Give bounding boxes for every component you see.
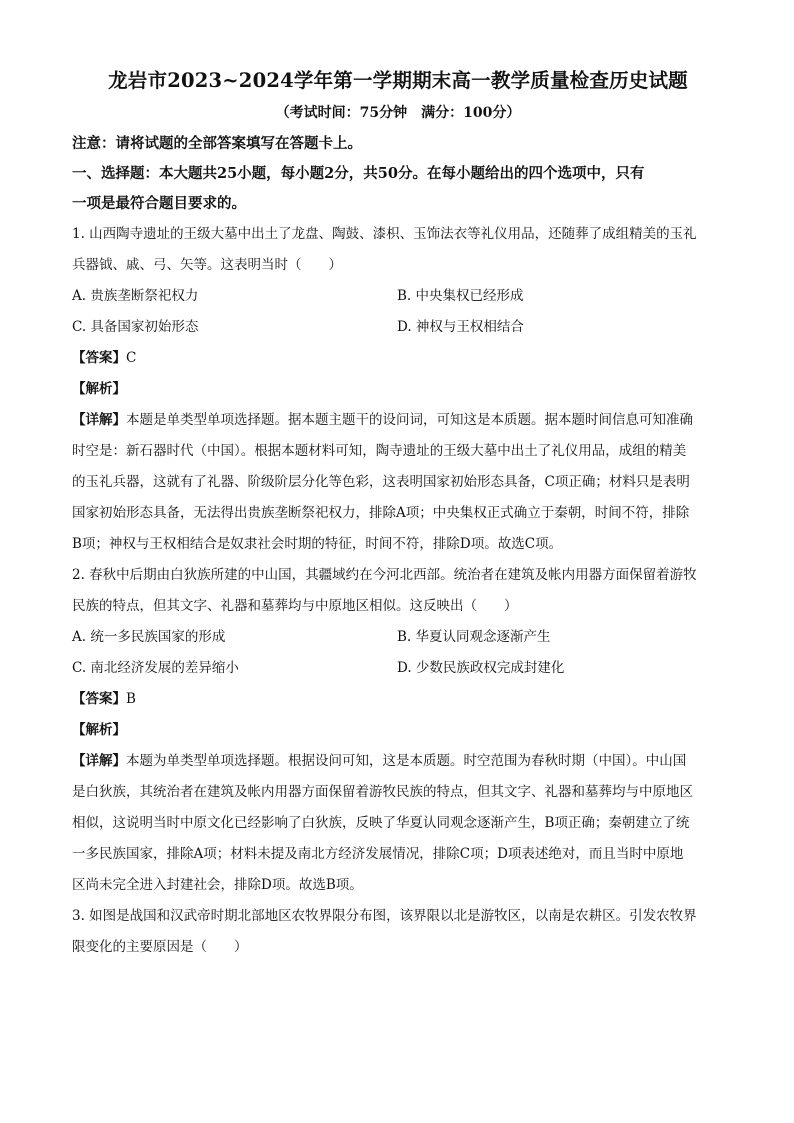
detail-text: 本题是单类型单项选择题。据本题主题干的设问词，可知这是本质题。据本题时间信息可知准确 [126,412,693,428]
detail-line: 一多民族国家，排除A项；材料未提及南北方经济发展情况，排除C项；D项表述绝对，而且当时中原地 [72,846,684,862]
question-stem: 限变化的主要原因是（ ） [72,939,248,955]
detail-tag: 【详解】 [72,412,126,428]
detail-line: 的玉礼兵器，这就有了礼器、阶级阶层分化等色彩，这表明国家初始形态具备，C项正确；材料只是表明 [72,474,690,490]
detail-line [72,746,724,777]
question-stem: 兵器钺、戚、弓、矢等。这表明当时（ ） [72,257,342,273]
option-a: A. 统一多民族国家的形成 [72,629,226,645]
answer-value: B [126,691,136,707]
option-b: B. 华夏认同观念逐渐产生 [397,629,551,645]
option-b: B. 中央集权已经形成 [397,288,524,304]
option-c: C. 具备国家初始形态 [72,319,199,335]
detail-line [72,405,724,436]
options [72,281,724,343]
section-heading-line: 一、选择题：本大题共25小题，每小题2分，共50分。在每小题给出的四个选项中，只有 [72,165,645,182]
option-c: C. 南北经济发展的差异缩小 [72,660,239,676]
detail-line: 区尚未完全进入封建社会，排除D项。故选B项。 [72,877,363,893]
section-heading-line: 一项是最符合题目要求的。 [72,195,246,212]
section-heading [72,159,724,219]
question-1 [72,219,724,560]
exam-subtitle: （考试时间：75分钟 满分：100分） [275,105,521,121]
answer-value: C [126,350,137,366]
question-stem: 2. 春秋中后期由白狄族所建的中山国，其疆域约在今河北西部。统治者在建筑及帐内用器方面保留着游牧 [72,567,697,583]
question-stem: 1. 山西陶寺遗址的王级大墓中出土了龙盘、陶鼓、漆枳、玉饰法衣等礼仪用品，还随葬了成组精美的玉礼 [72,226,697,242]
option-d: D. 少数民族政权完成封建化 [397,660,565,676]
detail-text: 本题为单类型单项选择题。根据设问可知，这是本质题。时空范围为春秋时期（中国）。中山国 [126,753,687,769]
analysis-line [72,374,724,405]
notice: 注意：请将试题的全部答案填写在答题卡上。 [72,135,362,152]
question-stem: 3. 如图是战国和汉武帝时期北部地区农牧界限分布图，该界限以北是游牧区，以南是农耕区。引发农牧界 [72,908,697,924]
question-stem: 民族的特点，但其文字、礼器和墓葬均与中原地区相似。这反映出（ ） [72,598,518,614]
detail-line: 时空是：新石器时代（中国）。根据本题材料可知，陶寺遗址的王级大墓中出土了礼仪用品，成组的精美 [72,443,687,459]
answer-line [72,684,724,715]
detail-tag: 【详解】 [72,753,126,769]
exam-title: 龙岩市2023~2024学年第一学期期末高一教学质量检查历史试题 [108,69,688,92]
question-2 [72,560,724,901]
detail-line: 相似，这说明当时中原文化已经影响了白狄族，反映了华夏认同观念逐渐产生，B项正确；秦朝建立了统 [72,815,690,831]
answer-tag: 【答案】 [72,350,126,366]
analysis-tag: 【解析】 [72,381,126,397]
detail-line: B项；神权与王权相结合是奴隶社会时期的特征，时间不符，排除D项。故选C项。 [72,536,563,552]
detail-line: 是白狄族，其统治者在建筑及帐内用器方面保留着游牧民族的特点，但其文字、礼器和墓葬均与中原地区 [72,784,693,800]
detail-line: 国家初始形态具备，无法得出贵族垄断祭祀权力，排除A项；中央集权正式确立于秦朝，时间不符，排除 [72,505,690,521]
analysis-tag: 【解析】 [72,722,126,738]
answer-tag: 【答案】 [72,691,126,707]
options [72,622,724,684]
option-d: D. 神权与王权相结合 [397,319,524,335]
answer-line [72,343,724,374]
exam-page [72,66,724,963]
question-3 [72,901,724,963]
analysis-line [72,715,724,746]
option-a: A. 贵族垄断祭祀权力 [72,288,199,304]
